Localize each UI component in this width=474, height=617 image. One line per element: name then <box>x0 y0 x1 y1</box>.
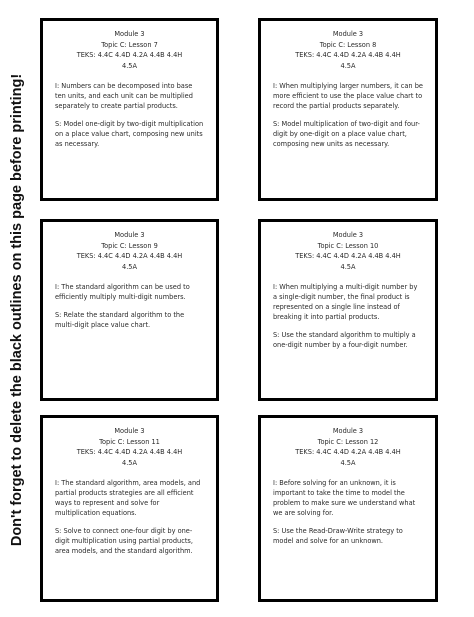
lesson-card-12 <box>258 415 438 602</box>
i-can-statement: I: Numbers can be decomposed into base ten units, and each unit can be multiplied separately to create partial products. <box>55 82 193 110</box>
card-body <box>273 81 423 149</box>
i-can-statement: I: The standard algorithm can be used to efficiently multiply multi-digit numbers. <box>55 283 190 301</box>
s-can-statement: S: Solve to connect one-four digit by one-digit multiplication using partial products, area models, and the standard algorithm. <box>55 527 193 555</box>
card-body <box>55 81 204 149</box>
teks-label: TEKS: 4.4C 4.4D 4.2A 4.4B 4.4H <box>76 51 183 59</box>
teks-label: TEKS: 4.4C 4.4D 4.2A 4.4B 4.4H <box>295 448 401 456</box>
teks-label-cont: 4.5A <box>122 61 137 70</box>
module-label: Module 3 <box>114 231 145 239</box>
card-header <box>273 29 423 71</box>
teks-label: TEKS: 4.4C 4.4D 4.2A 4.4B 4.4H <box>76 448 183 456</box>
lesson-card-8 <box>258 18 438 201</box>
i-can-statement: I: When multiplying larger numbers, it can be more efficient to use the place value chart to record the partial products separately. <box>273 82 423 110</box>
card-header <box>55 230 204 272</box>
card-body <box>55 478 204 556</box>
teks-label: TEKS: 4.4C 4.4D 4.2A 4.4B 4.4H <box>295 252 401 260</box>
s-can-statement: S: Use the standard algorithm to multiply a one-digit number by a four-digit number. <box>273 331 416 349</box>
topic-label: Topic C: Lesson 12 <box>317 437 379 446</box>
topic-label: Topic C: Lesson 10 <box>317 241 379 250</box>
teks-label-cont: 4.5A <box>340 61 356 70</box>
module-label: Module 3 <box>114 30 145 38</box>
topic-label: Topic C: Lesson 11 <box>99 437 160 446</box>
topic-label: Topic C: Lesson 8 <box>319 40 377 49</box>
topic-label: Topic C: Lesson 7 <box>101 40 158 49</box>
card-header <box>55 426 204 468</box>
lesson-card-10 <box>258 219 438 401</box>
teks-label: TEKS: 4.4C 4.4D 4.2A 4.4B 4.4H <box>76 252 183 260</box>
s-can-statement: S: Relate the standard algorithm to the multi-digit place value chart. <box>55 311 185 329</box>
module-label: Module 3 <box>332 231 364 239</box>
card-header <box>55 29 204 71</box>
i-can-statement: I: The standard algorithm, area models, and partial products strategies are all efficient ways to represent and solve for multiplication equations. <box>55 479 201 517</box>
s-can-statement: S: Model multiplication of two-digit and four-digit by one-digit on a place value chart, composing new units as necessary. <box>273 120 420 148</box>
teks-label-cont: 4.5A <box>122 458 137 467</box>
teks-label-cont: 4.5A <box>340 458 356 467</box>
topic-label: Topic C: Lesson 9 <box>101 241 158 250</box>
i-can-statement: I: When multiplying a multi-digit number by a single-digit number, the final product is represented on a single line instead of breaking it into partial products. <box>273 283 418 321</box>
s-can-statement: S: Model one-digit by two-digit multiplication on a place value chart, composing new units as necessary. <box>55 120 204 148</box>
card-body <box>55 282 204 330</box>
s-can-statement: S: Use the Read-Draw-Write strategy to model and solve for an unknown. <box>273 527 403 545</box>
lesson-card-7 <box>40 18 219 201</box>
module-label: Module 3 <box>332 427 364 435</box>
lesson-card-11 <box>40 415 219 602</box>
card-body <box>273 478 423 546</box>
module-label: Module 3 <box>332 30 364 38</box>
print-reminder-text: Don't forget to delete the black outlines on this page before printing! <box>9 73 25 547</box>
card-header <box>273 230 423 272</box>
teks-label-cont: 4.5A <box>122 262 137 271</box>
teks-label-cont: 4.5A <box>340 262 356 271</box>
card-body <box>273 282 423 350</box>
i-can-statement: I: Before solving for an unknown, it is important to take the time to model the problem to make sure we understand what we are solving for. <box>273 479 416 517</box>
side-note-container <box>6 60 28 560</box>
module-label: Module 3 <box>114 427 145 435</box>
card-header <box>273 426 423 468</box>
teks-label: TEKS: 4.4C 4.4D 4.2A 4.4B 4.4H <box>295 51 401 59</box>
lesson-card-9 <box>40 219 219 401</box>
